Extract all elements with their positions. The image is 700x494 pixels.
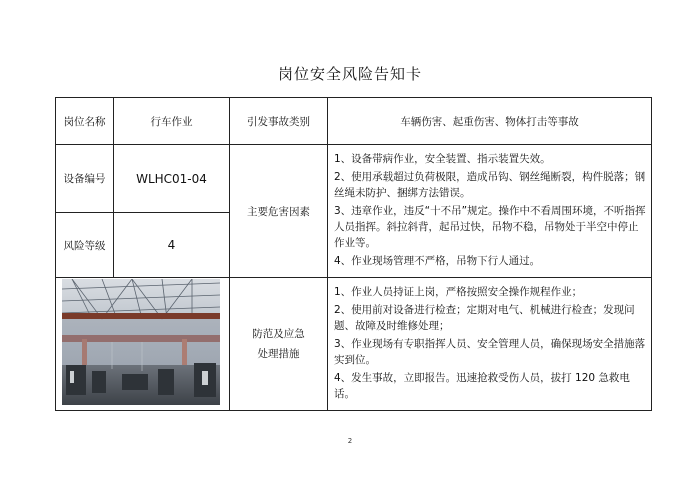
hazard-item: 1、设备带病作业，安全装置、指示装置失效。 bbox=[334, 153, 551, 165]
measure-item: 1、作业人员持证上岗，严格按照安全操作规程作业； bbox=[334, 286, 583, 298]
measures-label-line2: 处理措施 bbox=[257, 348, 300, 360]
measures-label bbox=[230, 278, 328, 411]
equipment-number-label: 设备编号 bbox=[56, 145, 114, 213]
measure-item: 4、发生事故，立即报告。迅速抢救受伤人员，拔打 120 急救电话。 bbox=[334, 372, 630, 400]
risk-level-label: 风险等级 bbox=[56, 213, 114, 278]
workshop-photo-cell bbox=[56, 278, 230, 411]
risk-level-value: 4 bbox=[114, 213, 230, 278]
post-name-label: 岗位名称 bbox=[56, 98, 114, 145]
card-title: 岗位安全风险告知卡 bbox=[277, 65, 422, 83]
table-row-equipment bbox=[56, 145, 652, 213]
hazard-item: 4、作业现场管理不严格，吊物下行人通过。 bbox=[334, 255, 541, 267]
equipment-number-value: WLHC01-04 bbox=[114, 145, 230, 213]
measures-list bbox=[328, 278, 652, 411]
measure-item: 3、作业现场有专职指挥人员、安全管理人员，确保现场安全措施落实到位。 bbox=[334, 338, 646, 366]
table-row-measures bbox=[56, 278, 652, 411]
hazard-item: 3、违章作业，违反“十不吊”规定。操作中不看周围环境，不听指挥人员指挥。斜拉斜背，起吊过快，吊物不稳，吊物处于半空中停止作业等。 bbox=[334, 205, 646, 249]
table-row-post bbox=[56, 98, 652, 145]
hazards-list bbox=[328, 145, 652, 278]
risk-notice-table bbox=[55, 97, 652, 411]
accident-type-label: 引发事故类别 bbox=[230, 98, 328, 145]
hazards-label: 主要危害因素 bbox=[230, 145, 328, 278]
post-name-value: 行车作业 bbox=[114, 98, 230, 145]
page-number: 2 bbox=[347, 437, 353, 445]
hazard-item: 2、使用承载超过负荷极限，造成吊钩、钢丝绳断裂，构件脱落；钢丝绳未防护、捆绑方法错误。 bbox=[334, 171, 646, 199]
accident-type-value: 车辆伤害、起重伤害、物体打击等事故 bbox=[328, 98, 652, 145]
measures-label-line1: 防范及应急 bbox=[252, 328, 305, 340]
measure-item: 2、使用前对设备进行检查；定期对电气、机械进行检查；发现问题、故障及时维修处理； bbox=[334, 304, 635, 332]
crane-workshop-photo bbox=[62, 279, 220, 405]
